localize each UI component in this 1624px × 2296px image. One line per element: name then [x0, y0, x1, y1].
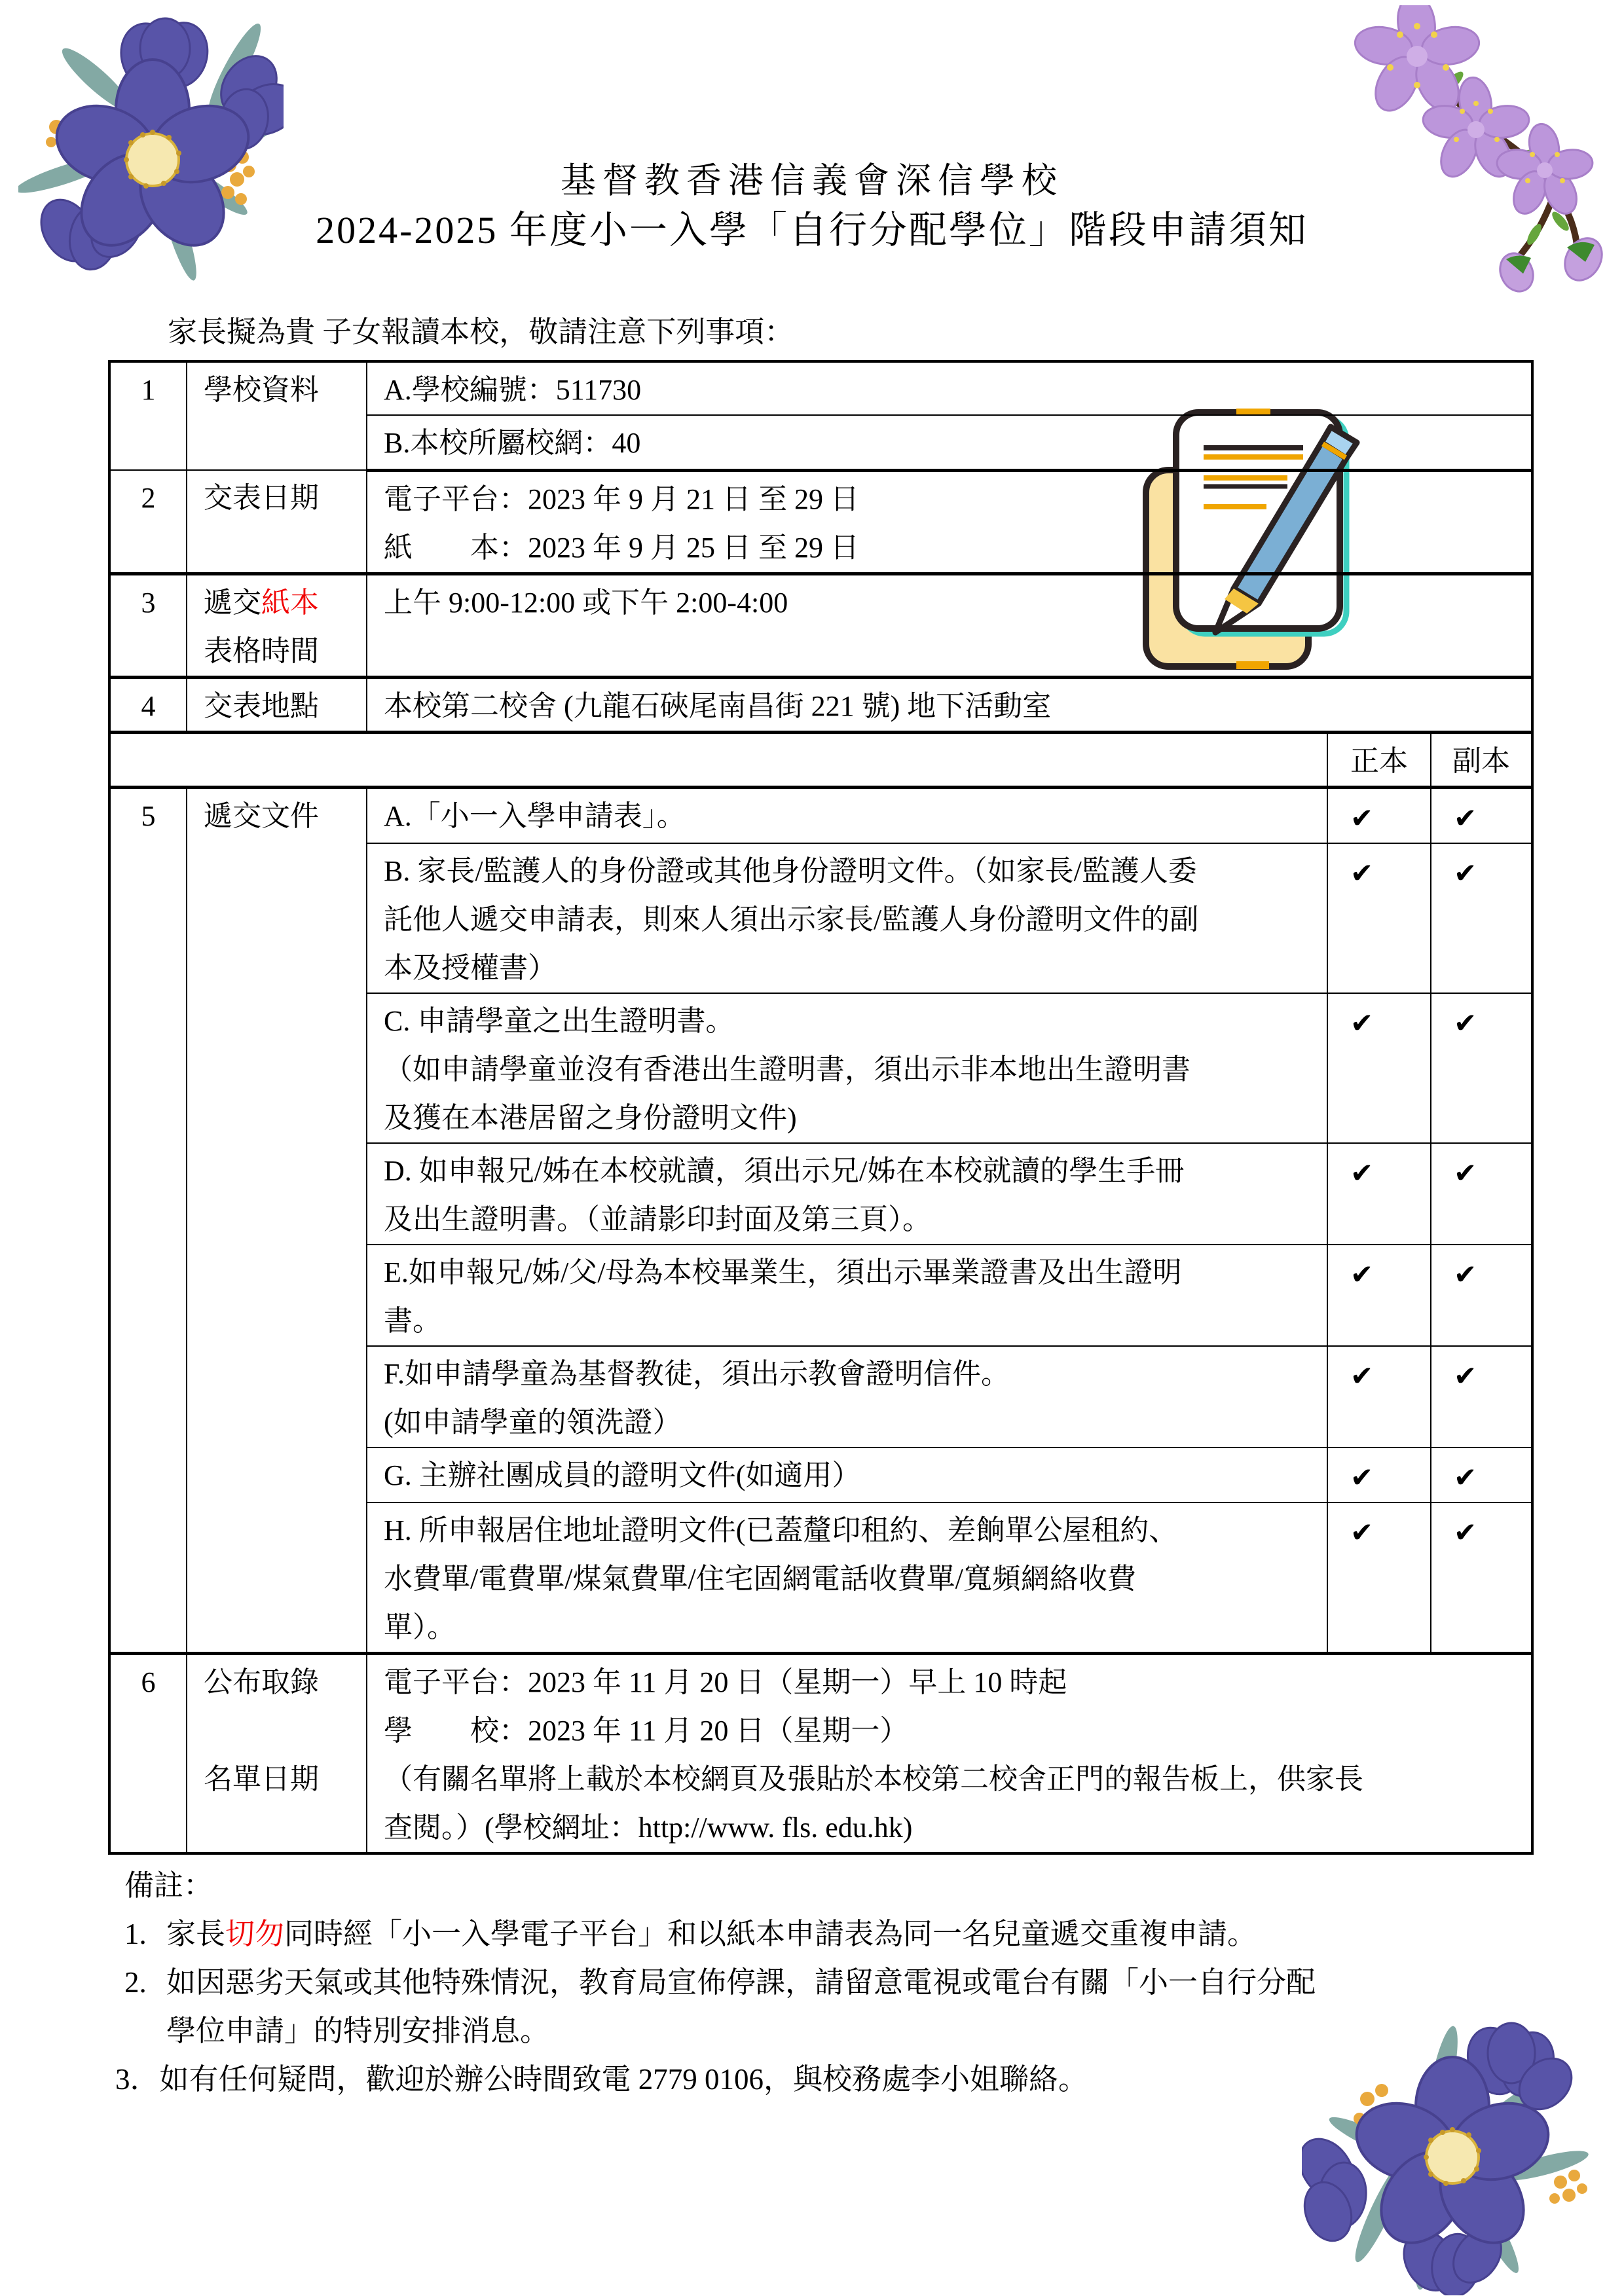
remark-2-number: 2.: [124, 1965, 147, 1999]
table-row: [109, 574, 1532, 677]
row1-label: 學校資料: [187, 361, 367, 470]
document-item-h: H. 所申報居住地址證明文件(已蓋釐印租約、差餉單公屋租約、 水費單/電費單/煤氣費單/住宅固網電話收費單/寬頻網絡收費 單）。: [367, 1503, 1327, 1654]
row6-result-announcement: 電子平台：2023 年 11 月 20 日（星期一）早上 10 時起 學 校：2023 年 11 月 20 日（星期一） （有關名單將上載於本校網頁及張貼於本校第二校舍正門的報告板上，供家長 查閱。）(學校網址：http://www. fls. edu.hk): [367, 1653, 1532, 1853]
application-info-table: [108, 360, 1534, 1855]
check-copy-b: ✔: [1431, 843, 1532, 993]
document-item-e: E.如申報兄/姊/父/母為本校畢業生，須出示畢業證書及出生證明 書。: [367, 1245, 1327, 1346]
row4-label: 交表地點: [187, 677, 367, 732]
check-original-h: ✔: [1327, 1503, 1431, 1654]
paper-form-red-text: 紙本: [261, 586, 319, 619]
row1-school-code: A.學校編號：511730: [367, 361, 1532, 415]
document-item-g: G. 主辦社團成員的證明文件(如適用）: [367, 1448, 1327, 1503]
remark-item-3: 3．如有任何疑問，歡迎於辦公時間致電 2779 0106，與校務處李小姐聯絡。: [115, 2062, 1088, 2096]
document-row: [109, 787, 1532, 843]
do-not-red-text: 切勿: [225, 1917, 285, 1950]
table-row: [109, 1653, 1532, 1853]
check-original-e: ✔: [1327, 1245, 1431, 1346]
row6-number: 6: [109, 1653, 187, 1853]
remarks-heading: 備註：: [124, 1868, 213, 1902]
row3-number: 3: [109, 574, 187, 677]
document-item-b: B. 家長/監護人的身份證或其他身份證明文件。（如家長/監護人委 託他人遞交申請表，則來人須出示家長/監護人身份證明文件的副 本及授權書）: [367, 843, 1327, 993]
remark-item-1: [124, 1910, 1539, 1958]
row2-label: 交表日期: [187, 470, 367, 574]
check-copy-a: ✔: [1431, 787, 1532, 843]
remarks-section: [115, 1861, 1539, 2104]
row1-number: 1: [109, 361, 187, 470]
row1-school-net: B.本校所屬校網：40: [367, 415, 1532, 470]
row2-submission-dates: 電子平台：2023 年 9 月 21 日 至 29 日 紙 本：2023 年 9 月 25 日 至 29 日: [367, 470, 1532, 574]
document-item-a: A.「小一入學申請表」。: [367, 787, 1327, 843]
remark-2-text: 如因惡劣天氣或其他特殊情況，教育局宣佈停課，請留意電視或電台有關「小一自行分配 學位申請」的特別安排消息。: [166, 1965, 1316, 2047]
row3-submission-time: 上午 9:00-12:00 或下午 2:00-4:00: [367, 574, 1532, 677]
copy-column-header: 副本: [1431, 732, 1532, 787]
row4-number: 4: [109, 677, 187, 732]
remark-1-number: 1.: [124, 1917, 147, 1950]
row5-label: 遞交文件: [187, 787, 367, 1653]
check-original-d: ✔: [1327, 1143, 1431, 1245]
document-item-d: D. 如申報兄/姊在本校就讀，須出示兄/姊在本校就讀的學生手冊 及出生證明書。（並請影印封面及第三頁）。: [367, 1143, 1327, 1245]
intro-line: 家長擬為貴 子女報讀本校，敬請注意下列事項：: [168, 316, 794, 348]
check-copy-d: ✔: [1431, 1143, 1532, 1245]
check-header-row: [109, 732, 1532, 787]
row6-label: 公布取錄 名單日期: [187, 1653, 367, 1853]
check-original-g: ✔: [1327, 1448, 1431, 1503]
check-original-a: ✔: [1327, 787, 1431, 843]
table-row: [109, 677, 1532, 732]
check-copy-g: ✔: [1431, 1448, 1532, 1503]
row4-submission-place: 本校第二校舍 (九龍石硤尾南昌街 221 號) 地下活動室: [367, 677, 1532, 732]
table-row: [109, 361, 1532, 415]
remark-item-2: [124, 1958, 1539, 2055]
remark-1-text: 家長切勿同時經「小一入學電子平台」和以紙本申請表為同一名兒童遞交重複申請。: [166, 1917, 1257, 1950]
check-copy-f: ✔: [1431, 1346, 1532, 1448]
row3-label: 遞交紙本 表格時間: [187, 574, 367, 677]
document-item-f: F.如申請學童為基督教徒，須出示教會證明信件。 (如申請學童的領洗證）: [367, 1346, 1327, 1448]
row5-number: 5: [109, 787, 187, 1653]
check-copy-c: ✔: [1431, 993, 1532, 1143]
document-item-c: C. 申請學童之出生證明書。 （如申請學童並沒有香港出生證明書，須出示非本地出生證明書 及獲在本港居留之身份證明文件): [367, 993, 1327, 1143]
check-copy-h: ✔: [1431, 1503, 1532, 1654]
school-name-title: 基督教香港信義會深信學校: [561, 161, 1063, 200]
table-row: [109, 470, 1532, 574]
notice-title: 2024-2025 年度小一入學「自行分配學位」階段申請須知: [316, 209, 1308, 251]
check-original-b: ✔: [1327, 843, 1431, 993]
row2-number: 2: [109, 470, 187, 574]
check-original-c: ✔: [1327, 993, 1431, 1143]
check-original-f: ✔: [1327, 1346, 1431, 1448]
check-copy-e: ✔: [1431, 1245, 1532, 1346]
original-column-header: 正本: [1327, 732, 1431, 787]
check-header-spacer: [109, 732, 1327, 787]
